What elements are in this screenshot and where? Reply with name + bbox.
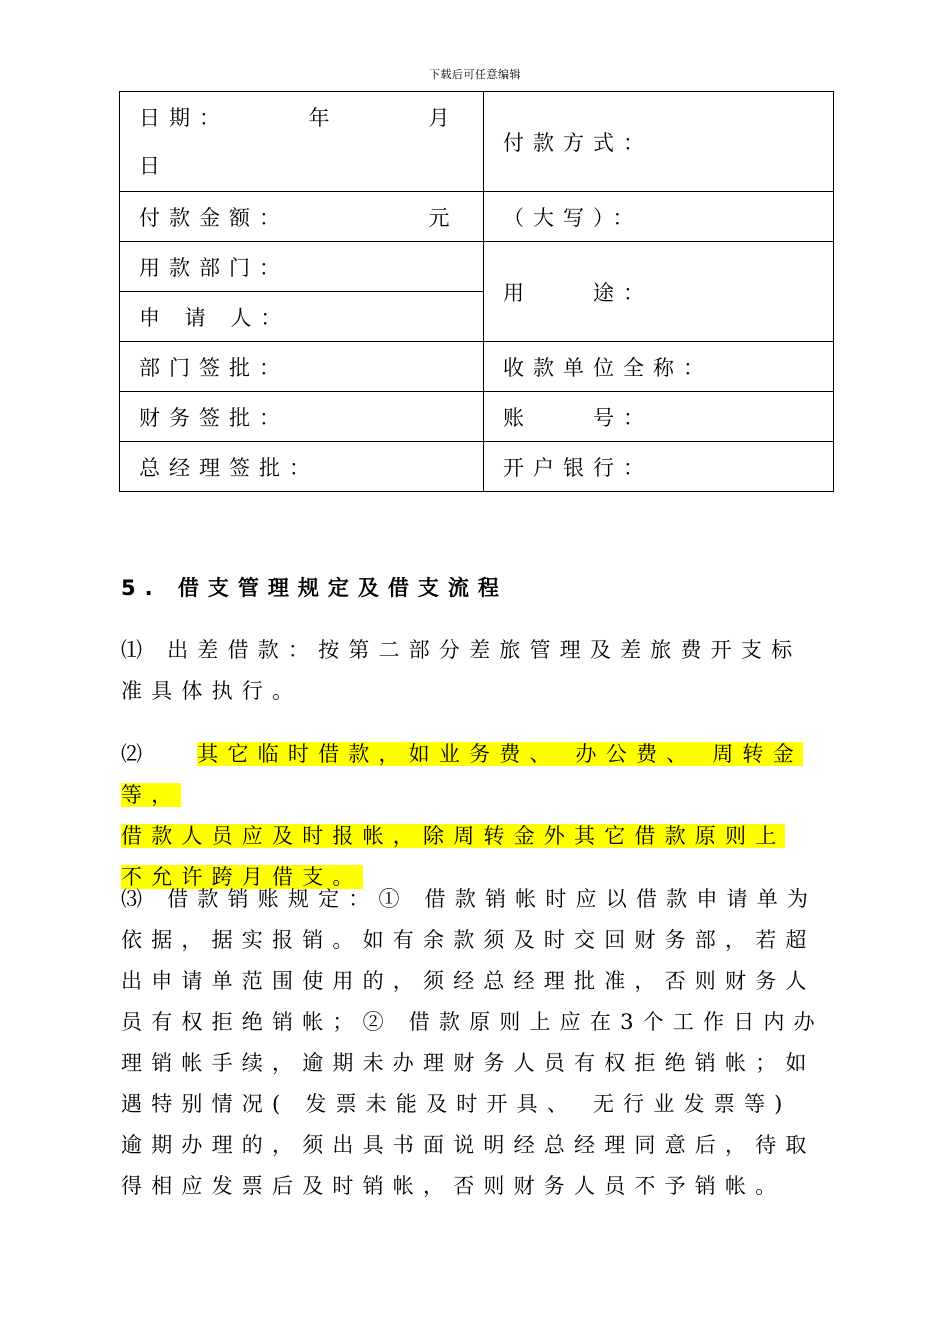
account-cell: 账 号： <box>484 392 834 442</box>
bank-cell: 开户银行： <box>484 442 834 492</box>
paragraph-1-line: 准具体执行。 <box>121 679 303 703</box>
amount-label: 付款金额： <box>139 205 279 230</box>
date-month: 月 <box>428 105 459 130</box>
paragraph-2-line <box>121 816 851 857</box>
payment-form-table <box>119 91 834 492</box>
paragraph-2 <box>121 734 851 898</box>
payment-method-cell: 付款方式： <box>484 92 834 192</box>
highlighted-text: 其它临时借款，如业务费、 办公费、 周转金等， <box>121 742 803 807</box>
date-cell <box>120 92 484 192</box>
amount-cell <box>120 192 484 242</box>
dept-approval-cell: 部门签批： <box>120 342 484 392</box>
section-title: 5. 借支管理规定及借支流程 <box>121 576 508 600</box>
gm-approval-cell: 总经理签批： <box>120 442 484 492</box>
paragraph-3-line: 出申请单范围使用的，须经总经理批准，否则财务人 <box>121 969 816 993</box>
date-year: 年 <box>308 105 339 130</box>
department-cell: 用款部门： <box>120 242 484 292</box>
paragraph-3-line: 遇特别情况( 发票未能及时开具、 无行业发票等) <box>121 1092 792 1116</box>
amount-upper-cell: （大写）： <box>484 192 834 242</box>
highlighted-text: 借款人员应及时报帐，除周转金外其它借款原则上 <box>121 824 786 848</box>
amount-unit: 元 <box>428 205 459 230</box>
finance-approval-cell: 财务签批： <box>120 392 484 442</box>
paragraph-1 <box>121 630 851 712</box>
date-day: 日 <box>139 153 169 178</box>
paragraph-3-line: ⑶ 借款销账规定：① 借款销帐时应以借款申请单为 <box>121 887 818 911</box>
paragraph-2-line <box>121 734 851 816</box>
paragraph-3-line: 得相应发票后及时销帐，否则财务人员不予销帐。 <box>121 1174 786 1198</box>
applicant-cell: 申 请 人： <box>120 292 484 342</box>
paragraph-3-line: 理销帐手续，逾期未办理财务人员有权拒绝销帐；如 <box>121 1051 816 1075</box>
paragraph-1-line: ⑴ 出差借款：按第二部分差旅管理及差旅费开支标 <box>121 638 802 662</box>
payee-name-cell: 收款单位全称： <box>484 342 834 392</box>
paragraph-3-line: 依据，据实报销。如有余款须及时交回财务部，若超 <box>121 928 816 952</box>
page-header: 下载后可任意编辑 <box>429 68 521 81</box>
highlighted-text: 不允许跨月借支。 <box>121 865 363 889</box>
paragraph-2-prefix: ⑵ <box>121 742 168 766</box>
paragraph-3-line: 员有权拒绝销帐；② 借款原则上应在3个工作日内办 <box>121 1010 824 1034</box>
purpose-cell: 用 途： <box>484 242 834 342</box>
paragraph-3 <box>121 879 851 1207</box>
date-label: 日期： <box>139 105 219 130</box>
paragraph-3-line: 逾期办理的，须出具书面说明经总经理同意后，待取 <box>121 1133 816 1157</box>
